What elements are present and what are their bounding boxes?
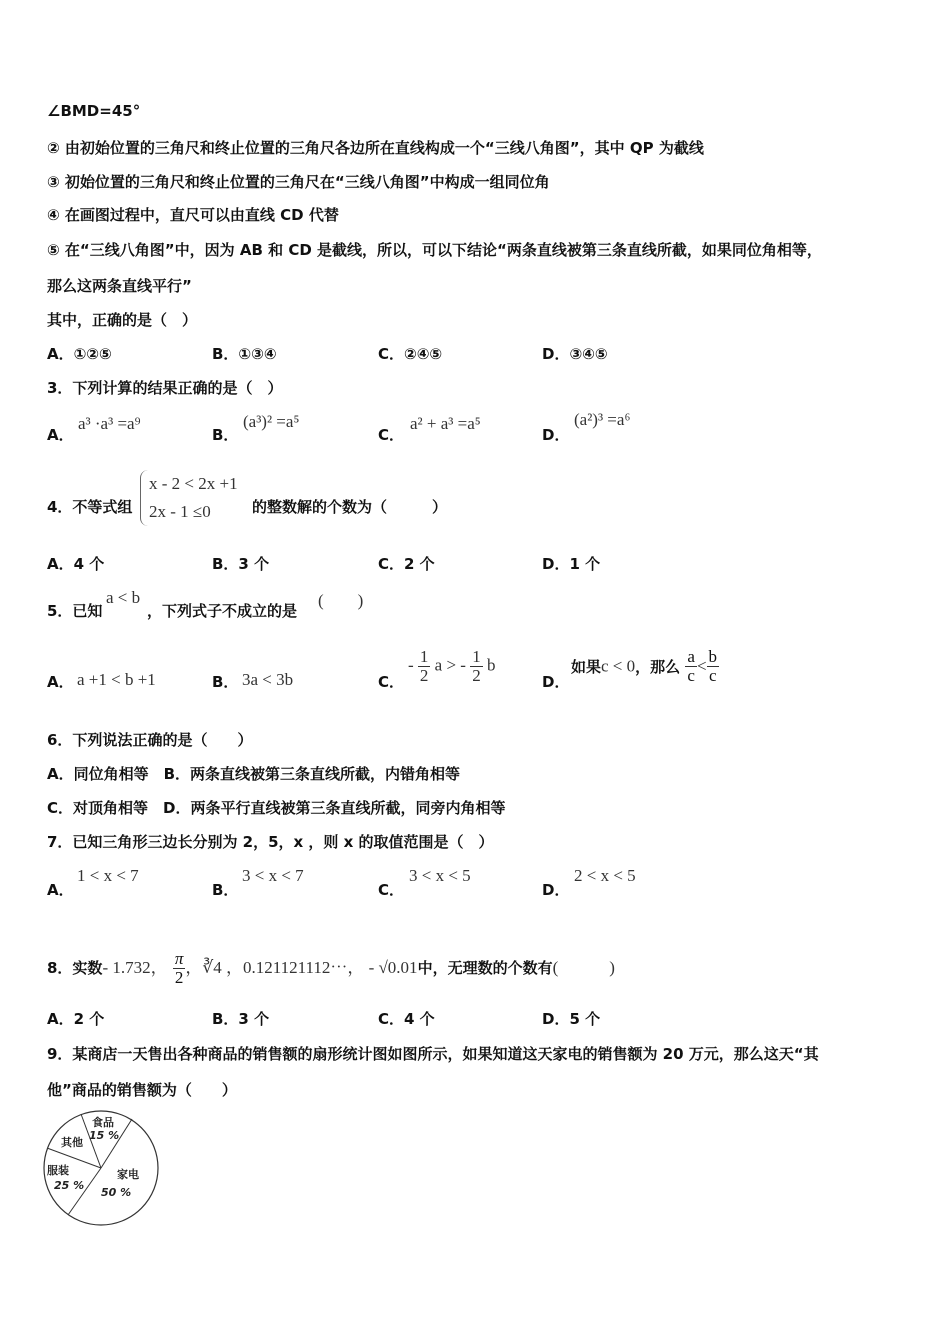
q7-stem: 7．已知三角形三边长分别为 2，5，x ，则 x 的取值范围是（ ） [47,833,494,851]
expr-text: a > - [434,655,466,675]
less-than: < [696,656,707,676]
statement-5-cont: 那么这两条直线平行” [47,277,192,295]
q8-option-b: B．3 个 [212,1010,270,1028]
q5-label-b: B． [212,673,239,691]
q7-expr-d: 2 < x < 5 [574,866,636,885]
q4-option-c: C．2 个 [378,555,435,573]
fraction: $\frac{1}{2}$ [419,647,429,685]
expr-text: ，那么 [635,658,681,676]
q2-prompt: 其中，正确的是（ ） [47,311,198,329]
expr-text: ，∛4 ，0.121121112⋯， - √0.01 [185,958,418,977]
q7-label-d: D． [542,881,570,899]
q5-num: 5．已知 [47,602,103,620]
statement-3: ③ 初始位置的三角尺和终止位置的三角尺在“三线八角图”中构成一组同位角 [47,173,550,191]
q8-option-c: C．4 个 [378,1010,435,1028]
q3-label-a: A． [47,426,74,444]
q4-num: 4．不等式组 [47,498,133,516]
q3-stem: 3．下列计算的结果正确的是（ ） [47,379,283,397]
pie-label-other: 其他 [61,1136,83,1149]
inequality-system [140,470,238,526]
q5-expr-d [571,648,719,685]
pie-label-food: 食品 [92,1116,114,1129]
statement-5: ⑤ 在“三线八角图”中，因为 AB 和 CD 是截线，所以，可以下结论“两条直线被第三条直线所截，如果同位角相等， [47,241,822,259]
q2-option-c: C．②④⑤ [378,345,443,363]
statement-2: ② 由初始位置的三角尺和终止位置的三角尺各边所在直线构成一个“三线八角图”，其中 QP 为截线 [47,139,704,157]
q5-expr-b: 3a < 3b [242,670,294,689]
inequality-1: x - 2 < 2x +1 [149,474,238,493]
q3-label-c: C． [378,426,405,444]
q8-num: 8．实数 [47,959,103,977]
q4-option-b: B．3 个 [212,555,270,573]
pie-label-appliances: 家电 [117,1168,139,1181]
q4-tail: 的整数解的个数为（ ） [252,498,448,516]
minus-sign: - [408,655,414,675]
expr-text: - 1.732， [102,958,168,977]
inequality-2: 2x - 1 ≤0 [149,502,211,521]
q5-expr-a: a +1 < b +1 [77,670,156,689]
q6-stem: 6．下列说法正确的是（ ） [47,731,253,749]
pi-over-2: $\frac{\pi}{2}$ [174,949,184,987]
q3-expr-d: (a²)³ =a⁶ [574,410,631,429]
q2-option-a: A．①②⑤ [47,345,112,363]
fraction: $\frac{a}{c}$ [687,647,695,685]
q5-label-c: C． [378,673,405,691]
q8-tail: 中，无理数的个数有 [417,959,553,977]
q3-expr-c: a² + a³ =a⁵ [410,414,481,433]
pie-label-clothing: 服装 [47,1164,69,1177]
q3-label-d: D． [542,426,570,444]
q9-stem-2: 他”商品的销售额为（ ） [47,1081,237,1099]
expr-text: b [486,655,496,675]
q4-option-d: D．1 个 [542,555,601,573]
pie-pct-appliances: 50 % [101,1186,132,1199]
q7-expr-b: 3 < x < 7 [242,866,304,885]
expr-text: 如果 [571,658,602,676]
q7-expr-c: 3 < x < 5 [409,866,471,885]
statement-4: ④ 在画图过程中，直尺可以由直线 CD 代替 [47,206,339,224]
q7-label-c: C． [378,881,405,899]
q7-label-a: A． [47,881,74,899]
pie-pct-clothing: 25 % [54,1179,85,1192]
q4-option-a: A．4 个 [47,555,105,573]
q7-expr-a: 1 < x < 7 [77,866,139,885]
q2-option-b: B．①③④ [212,345,277,363]
pie-pct-food: 15 % [89,1129,120,1142]
q8-stem [47,950,615,987]
pie-chart [40,1106,170,1231]
q5-label-a: A． [47,673,74,691]
q5-condition: a < b [106,588,141,607]
q5-paren: ( ) [318,591,364,610]
q3-expr-a: a³ ·a³ =a⁹ [78,414,141,433]
q2-option-d: D．③④⑤ [542,345,608,363]
expr-math: c < 0 [601,656,636,676]
q6-options-row-2: C．对顶角相等 D．两条平行直线被第三条直线所截，同旁内角相等 [47,799,506,817]
fraction: $\frac{b}{c}$ [708,647,718,685]
q5-label-d: D． [542,673,570,691]
q3-label-b: B． [212,426,239,444]
q8-option-a: A．2 个 [47,1010,105,1028]
q9-stem-1: 9．某商店一天售出各种商品的销售额的扇形统计图如图所示，如果知道这天家电的销售额为 20 万元，那么这天“其 [47,1045,819,1063]
q3-expr-b: (a³)² =a⁵ [243,412,300,431]
q5-tail: ，下列式子不成立的是 [147,602,298,620]
q6-options-row-1: A．同位角相等 B．两条直线被第三条直线所截，内错角相等 [47,765,461,783]
q7-label-b: B． [212,881,239,899]
q5-expr-c [408,648,495,685]
q8-paren: ( ) [552,958,615,977]
q8-option-d: D．5 个 [542,1010,601,1028]
fraction: $\frac{1}{2}$ [472,647,481,685]
text-line: ∠BMD=45° [47,102,141,120]
